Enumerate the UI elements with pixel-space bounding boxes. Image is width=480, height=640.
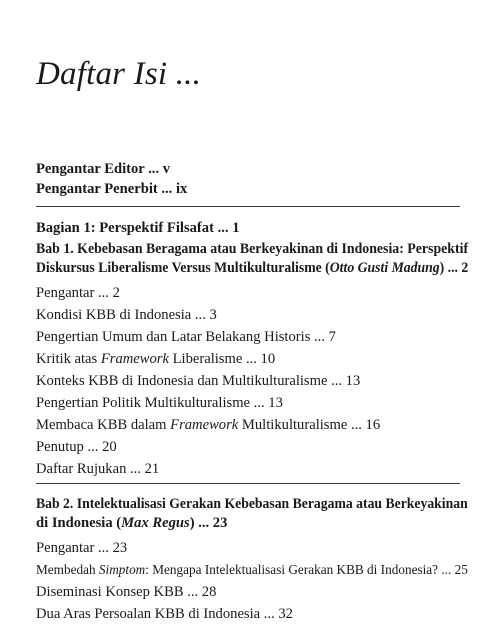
- toc-entry: Pengertian Umum dan Latar Belakang Historis ... 7: [36, 329, 336, 345]
- toc-entry: Kondisi KBB di Indonesia ... 3: [36, 307, 217, 323]
- toc-chapter2-title-line1: Bab 2. Intelektualisasi Gerakan Kebebasan Beragama atau Berkeyakinan: [36, 496, 468, 512]
- toc-entry: Pengantar ... 2: [36, 285, 120, 301]
- page-title: Daftar Isi ...: [36, 56, 202, 92]
- toc-front-editor: Pengantar Editor ... v: [36, 161, 171, 177]
- toc-chapter2-title-line2: di Indonesia (Max Regus) ... 23: [36, 515, 228, 531]
- toc-chapter1-title-line2: Diskursus Liberalisme Versus Multikulturalisme (Otto Gusti Madung) ... 2: [36, 260, 469, 276]
- toc-entry: Penutup ... 20: [36, 439, 117, 455]
- section-divider: [36, 206, 460, 207]
- toc-entry: Pengertian Politik Multikulturalisme ... 13: [36, 395, 283, 411]
- toc-front-publisher: Pengantar Penerbit ... ix: [36, 181, 188, 197]
- toc-part-heading: Bagian 1: Perspektif Filsafat ... 1: [36, 220, 240, 236]
- toc-entry: Konteks KBB di Indonesia dan Multikulturalisme ... 13: [36, 373, 361, 389]
- toc-entry: Diseminasi Konsep KBB ... 28: [36, 584, 217, 600]
- toc-entry: Membaca KBB dalam Framework Multikulturalisme ... 16: [36, 417, 381, 433]
- toc-entry: Pengantar ... 23: [36, 540, 128, 556]
- toc-entry: Dua Aras Persoalan KBB di Indonesia ... 32: [36, 606, 293, 622]
- chapter1-author: Otto Gusti Madung: [329, 260, 440, 276]
- toc-entry: Kritik atas Framework Liberalisme ... 10: [36, 351, 276, 367]
- chapter2-author: Max Regus: [121, 515, 190, 531]
- toc-entry: Membedah Simptom: Mengapa Intelektualisasi Gerakan KBB di Indonesia? ... 25: [36, 562, 468, 577]
- toc-chapter1-title-line1: Bab 1. Kebebasan Beragama atau Berkeyakinan di Indonesia: Perspektif: [36, 241, 469, 257]
- toc-entry: Daftar Rujukan ... 21: [36, 461, 160, 477]
- chapter-divider: [36, 483, 460, 484]
